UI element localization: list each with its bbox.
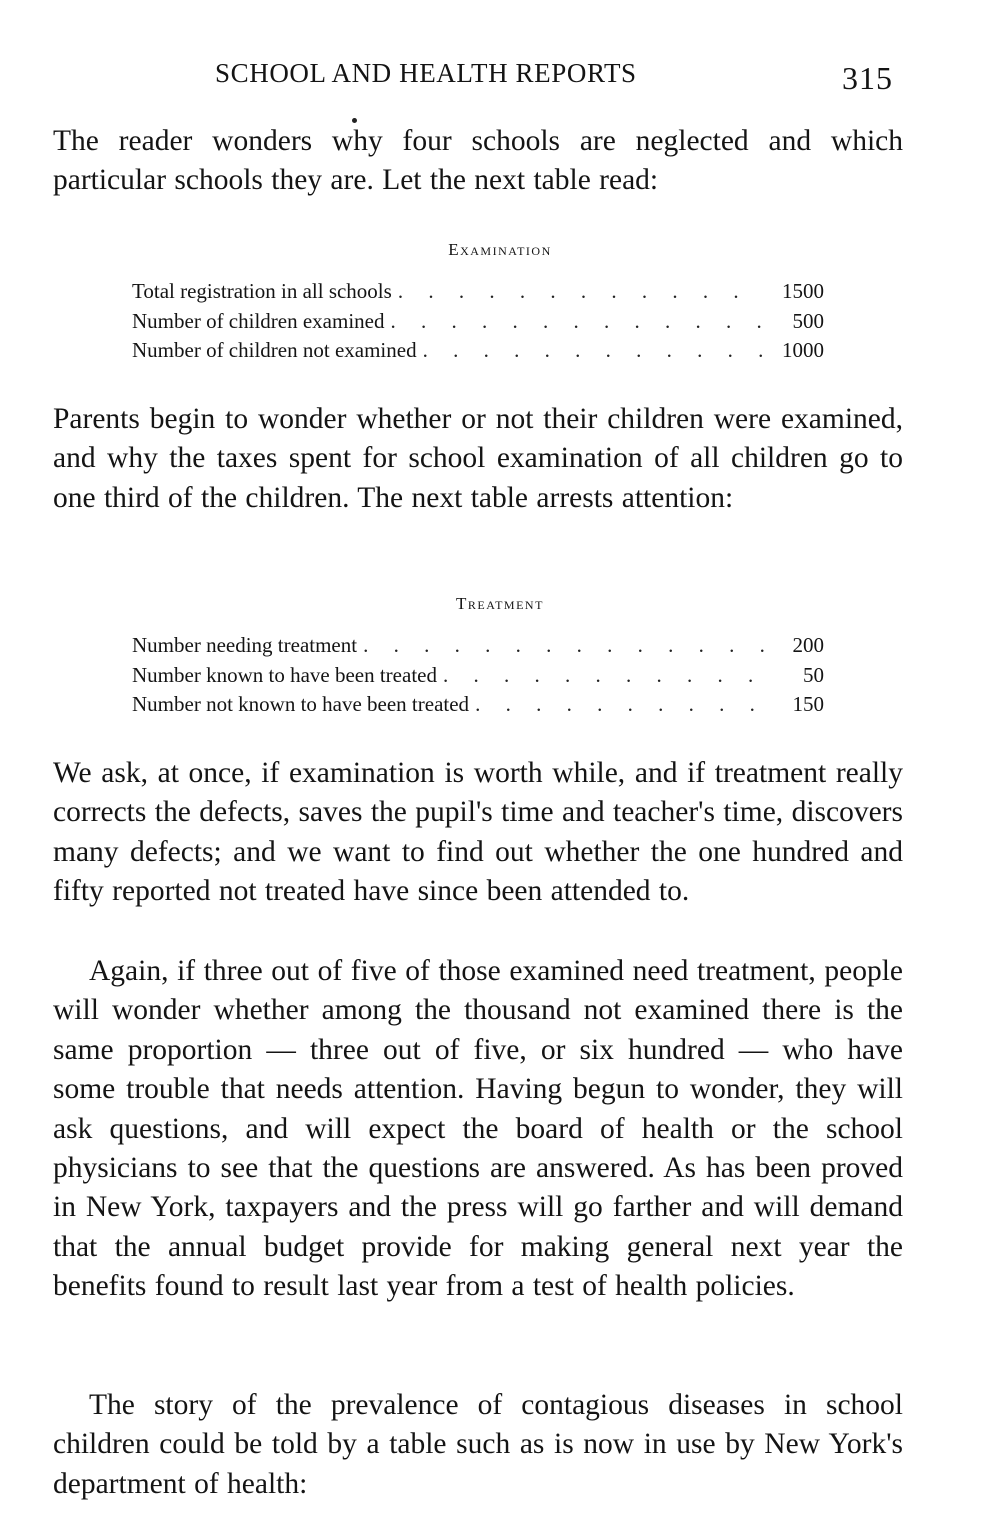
page-number: 315 (842, 60, 893, 96)
row-label: Number not known to have been treated (132, 692, 475, 717)
row-value: 200 (764, 633, 824, 658)
running-head: SCHOOL AND HEALTH REPORTS (215, 58, 637, 88)
row-value: 500 (764, 309, 824, 334)
table-row (132, 633, 824, 663)
dot-leader (391, 309, 765, 334)
treatment-table (132, 633, 824, 722)
row-value: 1500 (764, 279, 824, 304)
dot-leader (443, 663, 764, 688)
row-label: Number needing treatment (132, 633, 363, 658)
dot-leader (423, 338, 764, 363)
paragraph-2: Parents begin to wonder whether or not their children were examined, and why the taxes spent for school examination of all children go to one third of the children. The next table arrests attention: (53, 403, 903, 514)
row-label: Total registration in all schools (132, 279, 398, 304)
row-label: Number known to have been treated (132, 663, 443, 688)
table-row (132, 338, 824, 368)
paragraph-4: Again, if three out of five of those examined need treatment, people will wonder whether among the thousand not examined there is the same proportion — three out of five, or six hundred — who have some trouble that needs attention. Having begun to wonder, they will ask questions, and will expect the board of health or the school physicians to see that the questions are answered. As has been proved in New York, taxpayers and the press will go farther and will demand that the annual budget provide for making general next year the benefits found to result last year from a test of health policies. (53, 955, 903, 1303)
table-title-examination: Examination (448, 240, 552, 259)
row-label: Number of children not examined (132, 338, 423, 363)
table-row (132, 309, 824, 339)
examination-table (132, 279, 824, 368)
table-row (132, 692, 824, 722)
dot-leader (475, 692, 764, 717)
paragraph-3: We ask, at once, if examination is worth while, and if treatment really corrects the defects, saves the pupil's time and teacher's time, discovers many defects; and we want to find out whether the one hundred and fifty reported not treated have since been attended to. (53, 757, 903, 908)
table-row (132, 663, 824, 693)
row-value: 1000 (764, 338, 824, 363)
table-title-treatment: Treatment (456, 594, 544, 613)
dot-leader (363, 633, 764, 658)
row-value: 50 (764, 663, 824, 688)
paragraph-5: The story of the prevalence of contagious diseases in school children could be told by a table such as is now in use by New York's department of health: (53, 1389, 903, 1500)
table-row (132, 279, 824, 309)
paragraph-1: The reader wonders why four schools are neglected and which particular schools they are. Let the next table read: (53, 125, 903, 197)
row-label: Number of children examined (132, 309, 391, 334)
row-value: 150 (764, 692, 824, 717)
dot-leader (398, 279, 764, 304)
